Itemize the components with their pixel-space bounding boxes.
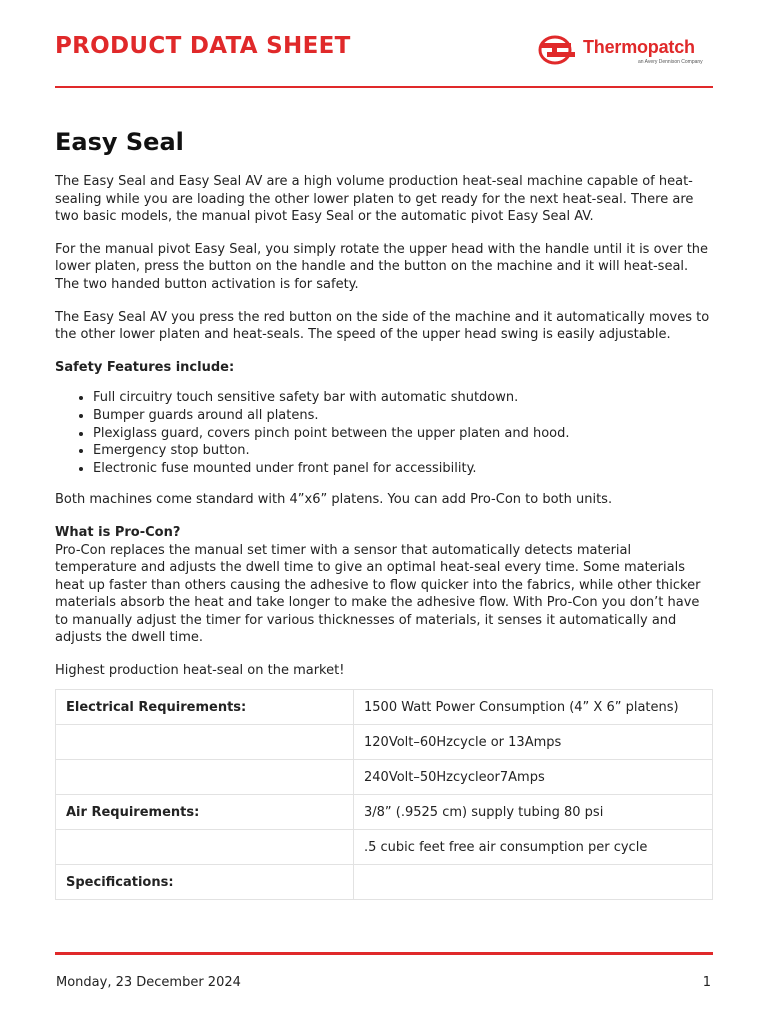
intro-paragraph: The Easy Seal AV you press the red button on the side of the machine and it automatically moves to the other lower platen and heat-seals. The speed of the upper head swing is easily adjustable. xyxy=(55,309,710,343)
safety-heading: Safety Features include: xyxy=(55,359,235,375)
list-item: • Full circuitry touch sensitive safety bar with automatic shutdown. xyxy=(93,389,715,407)
table-row xyxy=(56,760,713,795)
table-row xyxy=(56,865,713,900)
page-number: 1 xyxy=(702,975,711,990)
list-item: • Emergency stop button. xyxy=(93,442,715,460)
document-title: Easy Seal xyxy=(55,128,184,156)
spec-value: .5 cubic feet free air consumption per cycle xyxy=(354,830,713,865)
safety-features-list xyxy=(55,389,715,477)
platens-note: Both machines come standard with 4”x6” platens. You can add Pro-Con to both units. xyxy=(55,492,613,508)
thermopatch-logo-icon xyxy=(537,34,577,66)
spec-value: 3/8” (.9525 cm) supply tubing 80 psi xyxy=(354,795,713,830)
list-item: • Electronic fuse mounted under front panel for accessibility. xyxy=(93,460,715,478)
spec-label xyxy=(56,760,354,795)
table-row xyxy=(56,690,713,725)
list-item: • Plexiglass guard, covers pinch point between the upper platen and hood. xyxy=(93,425,715,443)
spec-value: 120Volt–60Hzcycle or 13Amps xyxy=(354,725,713,760)
procon-description: Pro-Con replaces the manual set timer with a sensor that automatically detects material temperature and adjusts the dwell time to give an optimal heat-seal every time. Some materials heat up faster than others causing the adhesive to flow quicker into the fabrics, while other thicker materials absorb the heat and take longer to make the adhesive flow. With Pro-Con you don’t have to manually adjust the timer for various thicknesses of materials, it senses it automatically and adjusts the dwell time. xyxy=(55,542,701,646)
specifications-table xyxy=(55,689,713,900)
spec-value: 1500 Watt Power Consumption (4” X 6” platens) xyxy=(354,690,713,725)
brand-tagline: an Avery Dennison Company xyxy=(638,59,703,65)
spec-label: Electrical Requirements: xyxy=(56,690,354,725)
spec-label: Specifications: xyxy=(56,865,354,900)
spec-label xyxy=(56,725,354,760)
spec-label xyxy=(56,830,354,865)
header-divider xyxy=(55,86,713,88)
table-row xyxy=(56,725,713,760)
spec-value xyxy=(354,865,713,900)
intro-paragraph: For the manual pivot Easy Seal, you simply rotate the upper head with the handle until it is over the lower platen, press the button on the handle and the button on the machine and it will heat-seal. The two handed button activation is for safety. xyxy=(55,241,709,292)
closing-statement: Highest production heat-seal on the market! xyxy=(55,663,345,679)
intro-paragraph: The Easy Seal and Easy Seal AV are a high volume production heat-seal machine capable of heat-sealing while you are loading the other lower platen to get ready for the next heat-seal. There are two basic models, the manual pivot Easy Seal or the automatic pivot Easy Seal AV. xyxy=(55,174,694,225)
document-body xyxy=(55,128,715,695)
page-header-title: PRODUCT DATA SHEET xyxy=(55,33,351,59)
footer-divider xyxy=(55,952,713,955)
thermopatch-logo xyxy=(537,32,717,68)
table-row xyxy=(56,795,713,830)
list-item: • Bumper guards around all platens. xyxy=(93,407,715,425)
footer-date: Monday, 23 December 2024 xyxy=(56,975,241,990)
procon-heading: What is Pro-Con? xyxy=(55,524,181,540)
brand-name: Thermopatch xyxy=(583,37,695,57)
table-row xyxy=(56,830,713,865)
spec-value: 240Volt–50Hzcycleor7Amps xyxy=(354,760,713,795)
spec-label: Air Requirements: xyxy=(56,795,354,830)
